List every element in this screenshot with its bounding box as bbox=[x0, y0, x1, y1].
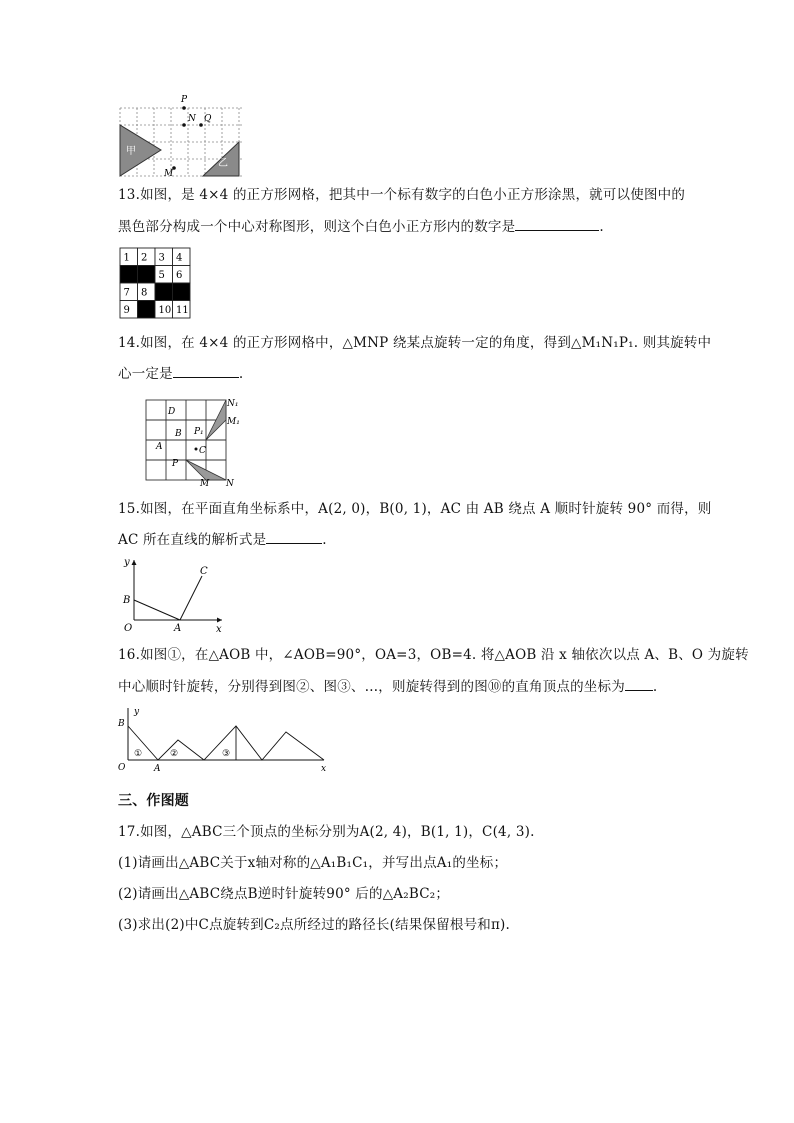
label-Q: Q bbox=[204, 114, 212, 124]
label-M: M bbox=[164, 169, 174, 178]
grid-cell-number: 7 bbox=[123, 287, 130, 299]
grid-cell-number: 6 bbox=[176, 270, 183, 281]
q16-line2-text: 中心顺时针旋转，分别得到图②、图③、…，则旋转得到的图⑩的直角顶点的坐标为 bbox=[118, 679, 625, 695]
q13-line2-text: 黑色部分构成一个中心对称图形，则这个白色小正方形内的数字是 bbox=[118, 219, 516, 235]
label-P: P bbox=[172, 459, 179, 469]
label-C: C bbox=[200, 566, 208, 577]
q14-line2-end: . bbox=[238, 366, 244, 382]
axis-x: x bbox=[216, 624, 222, 632]
label-B: B bbox=[123, 595, 131, 606]
q16-line1: 16.如图①，在△AOB 中，∠AOB=90°，OA=3，OB=4. 将△AOB 沿 x 轴依次以点 A、B、O 为旋转 bbox=[118, 647, 749, 663]
grid-cell-number: 8 bbox=[141, 287, 148, 299]
label-O: O bbox=[124, 623, 133, 632]
q13-number-grid bbox=[119, 247, 191, 319]
q14-line2 bbox=[118, 362, 243, 382]
grid-cell-black bbox=[173, 283, 191, 301]
q14-line1: 14.如图，在 4×4 的正方形网格中，△MNP 绕某点旋转一定的角度，得到△M₁N₁P₁. 则其旋转中 bbox=[118, 335, 712, 351]
grid-cell-number: 9 bbox=[123, 305, 130, 316]
q17-line2: (1)请画出△ABC关于x轴对称的△A₁B₁C₁，并写出点A₁的坐标； bbox=[118, 855, 508, 871]
rotation-grid-figure bbox=[118, 94, 248, 178]
label-N: N bbox=[188, 114, 196, 124]
label-B: B bbox=[175, 429, 182, 439]
figure-1-label: ① bbox=[134, 749, 143, 759]
section-title-drawing: 三、作图题 bbox=[118, 793, 189, 809]
label-M: M bbox=[200, 479, 210, 486]
grid-cell-number: 3 bbox=[158, 252, 165, 264]
axis-x: x bbox=[321, 764, 327, 774]
q15-line2-text: AC 所在直线的解析式是 bbox=[118, 532, 267, 548]
label-N: N bbox=[226, 479, 234, 486]
figure-2-label: ② bbox=[170, 749, 179, 759]
q16-line2 bbox=[118, 675, 657, 695]
q15-line1: 15.如图，在平面直角坐标系中，A(2, 0)，B(0, 1)，AC 由 AB 绕点 A 顺时针旋转 90° 而得，则 bbox=[118, 501, 712, 517]
grid-cell-number: 4 bbox=[176, 252, 183, 264]
q17-line4: (3)求出(2)中C点旋转到C₂点所经过的路径长(结果保留根号和π). bbox=[118, 917, 511, 933]
figure-3-label: ③ bbox=[222, 749, 231, 759]
q15-line2-end: . bbox=[322, 532, 327, 548]
q15-line2 bbox=[118, 528, 327, 548]
grid-cell-black bbox=[138, 301, 156, 319]
q16-answer-blank bbox=[625, 678, 653, 691]
grid-cell-number: 2 bbox=[141, 252, 148, 264]
label-A: A bbox=[156, 442, 163, 452]
label-O: O bbox=[118, 763, 126, 773]
q13-line2 bbox=[118, 215, 604, 235]
q16-rotation-figure bbox=[116, 704, 334, 774]
q13-line1: 13.如图，是 4×4 的正方形网格，把其中一个标有数字的白色小正方形涂黑，就可以使图中的 bbox=[118, 187, 686, 203]
q13-line2-end: . bbox=[599, 219, 604, 235]
label-A: A bbox=[154, 764, 161, 774]
grid-cell-number: 1 bbox=[123, 252, 130, 264]
axis-y: y bbox=[124, 557, 130, 568]
q17-line1: 17.如图，△ABC三个顶点的坐标分别为A(2, 4)，B(1, 1)，C(4, 3). bbox=[118, 824, 535, 840]
grid-cell-number: 11 bbox=[176, 305, 189, 316]
label-D: D bbox=[168, 407, 176, 417]
label-N1: N₁ bbox=[227, 399, 239, 409]
label-P: P bbox=[181, 95, 188, 105]
label-yi: 乙 bbox=[218, 158, 228, 169]
label-M1: M₁ bbox=[227, 417, 240, 427]
q15-coordinate-figure bbox=[118, 554, 228, 632]
q14-rotation-grid bbox=[142, 396, 246, 486]
grid-cell-black bbox=[120, 266, 138, 284]
grid-cell-number: 10 bbox=[158, 305, 172, 316]
q17-line3: (2)请画出△ABC绕点B逆时针旋转90° 后的△A₂BC₂； bbox=[118, 886, 450, 902]
label-P1: P₁ bbox=[194, 427, 204, 437]
q15-answer-blank bbox=[266, 531, 322, 544]
label-A: A bbox=[174, 623, 182, 632]
grid-cell-black bbox=[155, 283, 173, 301]
q13-answer-blank bbox=[515, 218, 599, 231]
q16-line2-end: . bbox=[652, 679, 658, 695]
axis-y: y bbox=[134, 707, 140, 717]
label-C: C bbox=[199, 446, 206, 456]
grid-cell-number: 5 bbox=[158, 270, 165, 281]
q14-answer-blank bbox=[173, 365, 239, 378]
q14-line2-text: 心一定是 bbox=[118, 366, 173, 382]
label-jia: 甲 bbox=[126, 146, 136, 157]
grid-cell-black bbox=[138, 266, 156, 284]
label-B: B bbox=[118, 719, 125, 729]
